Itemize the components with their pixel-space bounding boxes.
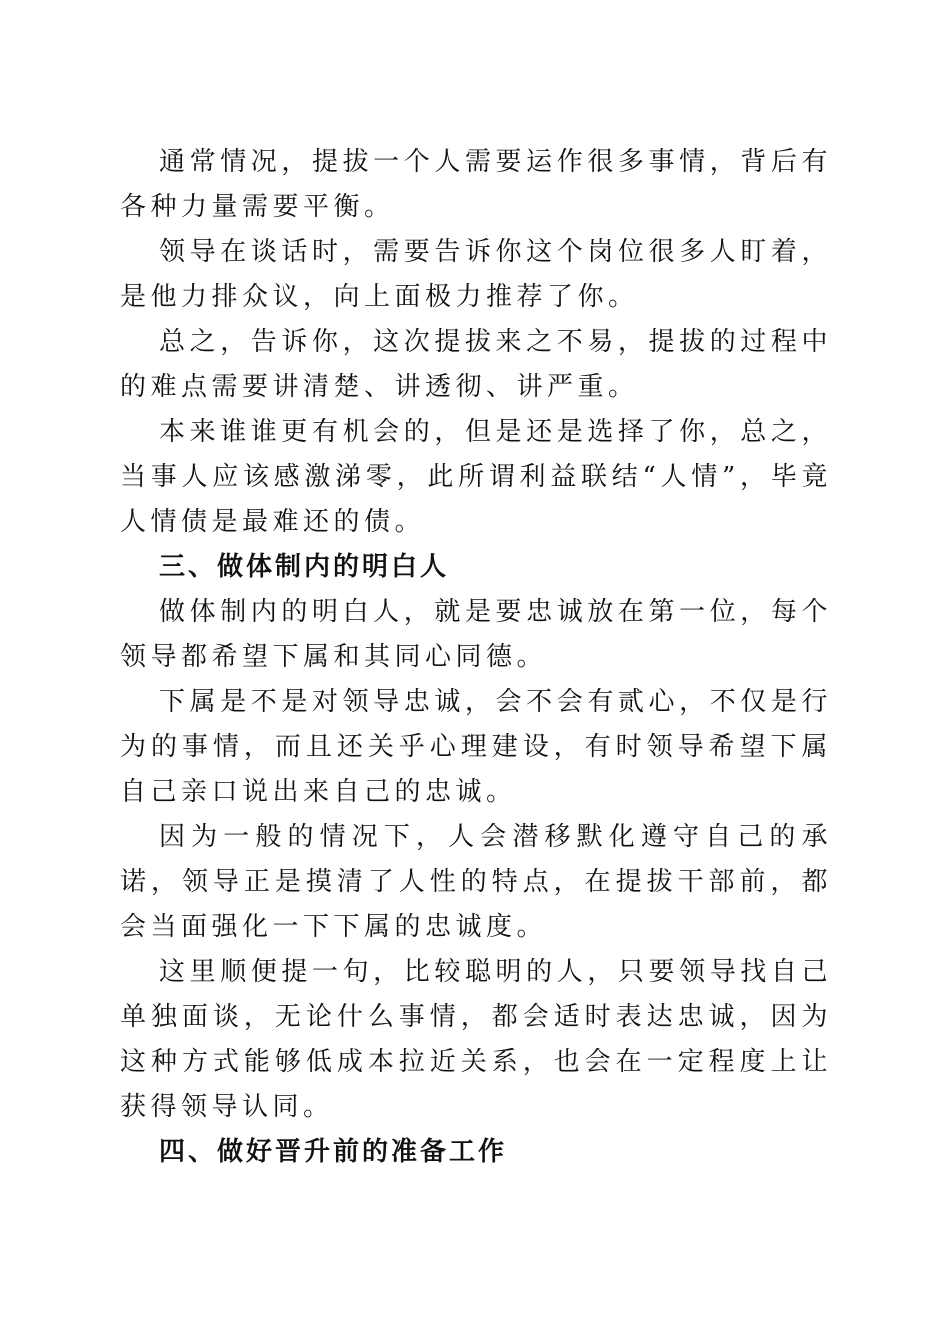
paragraph: 总之，告诉你，这次提拔来之不易，提拔的过程中的难点需要讲清楚、讲透彻、讲严重。 [120,327,832,402]
section-heading-4: 四、做好晋升前的准备工作 [159,1137,508,1167]
paragraph: 这里顺便提一句，比较聪明的人，只要领导找自己单独面谈，无论什么事情，都会适时表达忠诚，因为这种方式能够低成本拉近关系，也会在一定程度上让获得领导认同。 [120,957,832,1122]
paragraph: 做体制内的明白人，就是要忠诚放在第一位，每个领导都希望下属和其同心同德。 [120,597,832,672]
section-heading-3: 三、做体制内的明白人 [159,552,450,582]
paragraph: 下属是不是对领导忠诚，会不会有贰心，不仅是行为的事情，而且还关乎心理建设，有时领导希望下属自己亲口说出来自己的忠诚。 [120,687,832,807]
paragraph: 通常情况，提拔一个人需要运作很多事情，背后有各种力量需要平衡。 [120,147,832,222]
paragraph: 因为一般的情况下，人会潜移默化遵守自己的承诺，领导正是摸清了人性的特点，在提拔干部前，都会当面强化一下下属的忠诚度。 [120,822,832,942]
paragraph: 本来谁谁更有机会的，但是还是选择了你，总之，当事人应该感激涕零，此所谓利益联结“人情”，毕竟人情债是最难还的债。 [120,417,832,537]
paragraph: 领导在谈话时，需要告诉你这个岗位很多人盯着，是他力排众议，向上面极力推荐了你。 [120,237,832,312]
document-body [120,140,832,1175]
